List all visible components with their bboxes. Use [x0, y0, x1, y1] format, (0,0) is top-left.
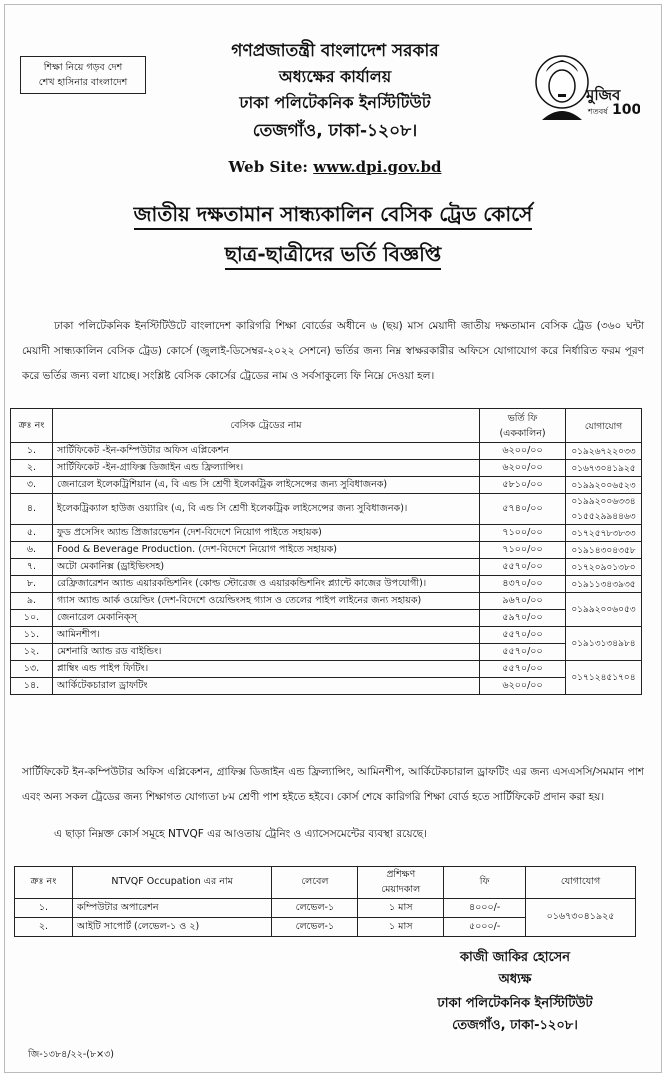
trade-name: সার্টিফিকেট -ইন-কম্পিউটার অফিস এপ্লিকেশন [52, 443, 479, 460]
trade-name: মেশনারি অ্যান্ড রড বাইন্ডিং। [52, 644, 479, 661]
trade-sl: ৪. [11, 494, 53, 525]
ntvqf-col-duration: প্রশিক্ষণ মেয়াদকাল [358, 867, 444, 899]
ntvqf-fee: ৪০০০/- [444, 899, 526, 918]
ntvqf-name: আইটি সাপোর্ট (লেভেল-১ ও ২) [72, 918, 272, 937]
ntvqf-sl: ১. [15, 899, 73, 918]
col-header-sl: ক্রঃ নং [11, 409, 53, 443]
trade-fee: ৫৫৭০/০০ [480, 644, 566, 661]
notice-title-line-2: ছাত্র-ছাত্রীদের ভর্তি বিজ্ঞপ্তি [40, 240, 626, 273]
ntvqf-level: লেভেল-১ [272, 899, 358, 918]
trade-fee: ৫৫৭০/০০ [480, 661, 566, 678]
table-row [11, 627, 642, 644]
trade-contact [565, 593, 641, 627]
ntvqf-contact: ০১৬৭৩০৪১৯২৫ [526, 899, 636, 937]
portrait-logo-icon [530, 42, 640, 134]
table-row [11, 542, 642, 559]
signatory-institute: ঢাকা পলিটেকনিক ইনস্টিটিউট [437, 996, 593, 1011]
ntvqf-col-contact: যোগাযোগ [526, 867, 636, 899]
contact-number: ০১৯১৪৩০৪৩৫৮ [571, 545, 636, 556]
trade-sl: ১. [11, 443, 53, 460]
table-row [11, 443, 642, 460]
trade-name: আমিনশীপ। [52, 627, 479, 644]
trade-sl: ৯. [11, 593, 53, 610]
trade-fee: ৯৬৭০/০০ [480, 593, 566, 610]
trade-contact [565, 460, 641, 477]
logo-text: মুজিব [586, 86, 621, 104]
trade-fee: ৭১০০/০০ [480, 542, 566, 559]
slogan-line-1: শিক্ষা নিয়ে গড়ব দেশ [43, 62, 123, 73]
trade-fee: ৫৫৭০/০০ [480, 559, 566, 576]
contact-number: ০১৯২৬৭২২০৩৩ [571, 446, 636, 457]
trade-fee: ৭১০০/০০ [480, 525, 566, 542]
website-label: Web Site: [228, 158, 308, 176]
website-link[interactable]: www.dpi.gov.bd [313, 158, 442, 176]
trade-contact [565, 661, 641, 695]
notice-title-line-1: জাতীয় দক্ষতামান সান্ধ্যকালিন বেসিক ট্রেড কোর্সে [40, 200, 626, 233]
trade-fee: ৪৩৭০/০০ [480, 576, 566, 593]
trade-sl: ৭. [11, 559, 53, 576]
ntvqf-table [14, 866, 636, 937]
col-header-name: বেসিক ট্রেডের নাম [52, 409, 479, 443]
trade-contact [565, 576, 641, 593]
contact-number: ০১৯৯২০০৬০৫৩ [571, 605, 636, 615]
trade-sl: ৬. [11, 542, 53, 559]
trade-contact [565, 494, 641, 525]
eligibility-note: সার্টিফিকেট ইন-কম্পিউটার অফিস এপ্লিকেশন, গ্রাফিক্স ডিজাইন এন্ড ফ্রিল্যান্সিং, আমিনশীপ, আর্কিটেকচারাল ড্রাফটিং এর জন্য এসএসসি/সমমান পাশ এবং অন্য সকল ট্রেডের জন্য শিক্ষাগত যোগ্যতা ৮ম শ্রেণী পাশ হইতে হইবে। কোর্স শেষে কারিগরি শিক্ষা বোর্ড হতে সার্টিফিকেট প্রদান করা হয়। [22, 766, 644, 803]
govt-title: গণপ্রজাতন্ত্রী বাংলাদেশ সরকার [231, 41, 439, 61]
trade-fee: ৫৫৭০/০০ [480, 627, 566, 644]
trade-name: প্লাম্বিং এন্ড পাইপ ফিটিং। [52, 661, 479, 678]
trade-name: জেনারেল ইলেকট্রিশিয়ান (এ, বি এন্ড সি শ্রেণী ইলেকট্রিক লাইসেন্সের জন্য সুবিধাজনক) [52, 477, 479, 494]
signatory-name: কাজী জাকির হোসেন [459, 950, 571, 965]
ntvqf-col-level: লেবেল [272, 867, 358, 899]
slogan-line-2: শেখ হাসিনার বাংলাদেশ [38, 77, 128, 88]
table-header-row [11, 409, 642, 443]
trade-sl: ৩. [11, 477, 53, 494]
trade-contact [565, 627, 641, 661]
trade-name: অটো মেকানিক্স (ড্রাইভিংসহ) [52, 559, 479, 576]
trade-contact [565, 477, 641, 494]
ntvqf-name: কম্পিউটার অপারেশন [72, 899, 272, 918]
ntvqf-col-name: NTVQF Occupation এর নাম [72, 867, 272, 899]
contact-number: ০১৯৯২০০৬৫২৩ [571, 480, 636, 491]
institute-title: ঢাকা পলিটেকনিক ইনস্টিটিউট [239, 93, 431, 112]
trade-fee: ৫৭৪০/০০ [480, 494, 566, 525]
trade-sl: ৫. [11, 525, 53, 542]
contact-number: ০১৭২৫৭৮৩৮৩৩ [571, 528, 636, 539]
trade-fee: ৬২০০/০০ [480, 443, 566, 460]
trade-fee: ৫৯৭০/০০ [480, 610, 566, 627]
contact-number: ০১৯১১৩৪৩৯৩৫ [571, 579, 636, 590]
ntvqf-sl: ২. [15, 918, 73, 937]
trade-fee: ৬২০০/০০ [480, 460, 566, 477]
office-title: অধ্যক্ষের কার্যালয় [278, 67, 392, 86]
ntvqf-col-fee: ফি [444, 867, 526, 899]
trade-name: ফুড প্রসেসিং অ্যান্ড প্রিজারভেশন (দেশ-বিদেশে নিয়োগ পাইতে সহায়ক) [52, 525, 479, 542]
trade-sl: ১৩. [11, 661, 53, 678]
trade-name: ইলেকট্রিক্যাল হাউজ ওয়্যারিং (এ, বি এন্ড সি শ্রেণী ইলেকট্রিক লাইসেন্সের জন্য সুবিধাজনক)। [52, 494, 479, 525]
slogan-box [20, 56, 146, 94]
table-row [11, 644, 642, 661]
trade-name: গ্যাস অ্যান্ড আর্ক ওয়েল্ডিং (দেশ-বিদেশে ওয়েল্ডিংসহ গ্যাস ও তেলের পাইপ লাইনের জন্য সহায়ক) [52, 593, 479, 610]
col-header-contact: যোগাযোগ [565, 409, 641, 443]
ntvqf-fee: ৫০০০/- [444, 918, 526, 937]
trade-sl: ১১. [11, 627, 53, 644]
ntvqf-col-sl: ক্রঃ নং [15, 867, 73, 899]
table-row [11, 525, 642, 542]
trade-name: সার্টিফিকেট -ইন-গ্রাফিক্স ডিজাইন এন্ড ফ্রিল্যান্সিং। [52, 460, 479, 477]
contact-number: ০১৭২০৯০১৩৮০ [571, 562, 636, 573]
trade-name: আর্কিটেকচারাল ড্রাফটিং [52, 678, 479, 695]
logo-sub: শতবর্ষ [588, 107, 608, 116]
signatory-designation: অধ্যক্ষ [498, 972, 532, 987]
contact-number: ০১৭১২৪৫১৭০৪ [571, 673, 636, 683]
trade-name: Food & Beverage Production. (দেশ-বিদেশে নিয়োগ পাইতে সহায়ক) [52, 542, 479, 559]
trade-sl: ১৪. [11, 678, 53, 695]
trade-contact [565, 443, 641, 460]
ntvqf-duration: ১ মাস [358, 899, 444, 918]
mujib-centenary-logo [530, 42, 640, 134]
trade-sl: ২. [11, 460, 53, 477]
contact-number: ০১৯১৩১৩৪৯৮৪ [571, 639, 636, 649]
trade-fee: ৫৮১০/০০ [480, 477, 566, 494]
trade-sl: ১০. [11, 610, 53, 627]
logo-number: 100 [612, 102, 640, 118]
table-row [11, 559, 642, 576]
table-row [11, 576, 642, 593]
contact-number: ০১৫৫২৯৯৪৪৬৩ [571, 512, 636, 522]
basic-trade-table [10, 408, 642, 695]
website-line [150, 158, 520, 176]
trade-fee: ৬২০০/০০ [480, 678, 566, 695]
table-row [11, 678, 642, 695]
trade-contact [565, 525, 641, 542]
contact-number: ০১৯৯২০০৬৩৩৪ [571, 497, 636, 507]
table-row [11, 610, 642, 627]
ntvqf-header-row [15, 867, 636, 899]
table-row [11, 460, 642, 477]
trade-name: জেনারেল মেকানিক্স্ [52, 610, 479, 627]
ntvqf-level: লেভেল-১ [272, 918, 358, 937]
trade-name: রেফ্রিজারেশন অ্যান্ড এয়ারকন্ডিশনিং (কোল্ড স্টোরেজ ও এয়ারকন্ডিশনিং প্ল্যান্টে কাজের উপযোগী)। [52, 576, 479, 593]
ntvqf-intro: এ ছাড়া নিম্নক্ত কোর্স সমূহে NTVQF এর আওতায় ট্রেনিং ও এ্যাসেসমেন্টের ব্যবস্থা রয়েছে। [54, 828, 427, 840]
table-row [11, 477, 642, 494]
memo-number: জি-১৩৮৪/২২-(৮×৩) [28, 1049, 115, 1060]
intro-paragraph: ঢাকা পলিটেকনিক ইনস্টিটিউটে বাংলাদেশ কারিগরি শিক্ষা বোর্ডের অধীনে ৬ (ছয়) মাস মেয়াদী জাতীয় দক্ষতামান বেসিক ট্রেড (৩৬০ ঘন্টা মেয়াদী সান্ধ্যকালিন বেসিক ট্রেড) কোর্সে (জুলাই-ডিসেম্বর-২০২২ সেশনে) ভর্তির জন্য নিম্ন স্বাক্ষরকারীর অফিসে যোগাযোগ করে নির্ধারিত ফরম পূরণ করে ভর্তির জন্য বলা যাচ্ছে। সংশ্লিষ্ট বেসিক কোর্সের ট্রেডের নাম ও সর্বসাকুল্যে ফি নিম্নে দেওয়া হল। [22, 320, 644, 382]
table-row [15, 899, 636, 918]
table-row [11, 494, 642, 525]
contact-number: ০১৬৭৩০৪১৯২৫ [571, 463, 636, 474]
trade-sl: ৮. [11, 576, 53, 593]
col-header-fee: ভর্তি ফি (এককালিন) [480, 409, 566, 443]
ntvqf-duration: ১ মাস [358, 918, 444, 937]
institute-address: তেজগাঁও, ঢাকা-১২০৮। [252, 121, 418, 141]
signatory-address: তেজগাঁও, ঢাকা-১২০৮। [452, 1018, 578, 1033]
trade-contact [565, 559, 641, 576]
trade-contact [565, 542, 641, 559]
table-row [11, 661, 642, 678]
table-row [11, 593, 642, 610]
trade-sl: ১২. [11, 644, 53, 661]
